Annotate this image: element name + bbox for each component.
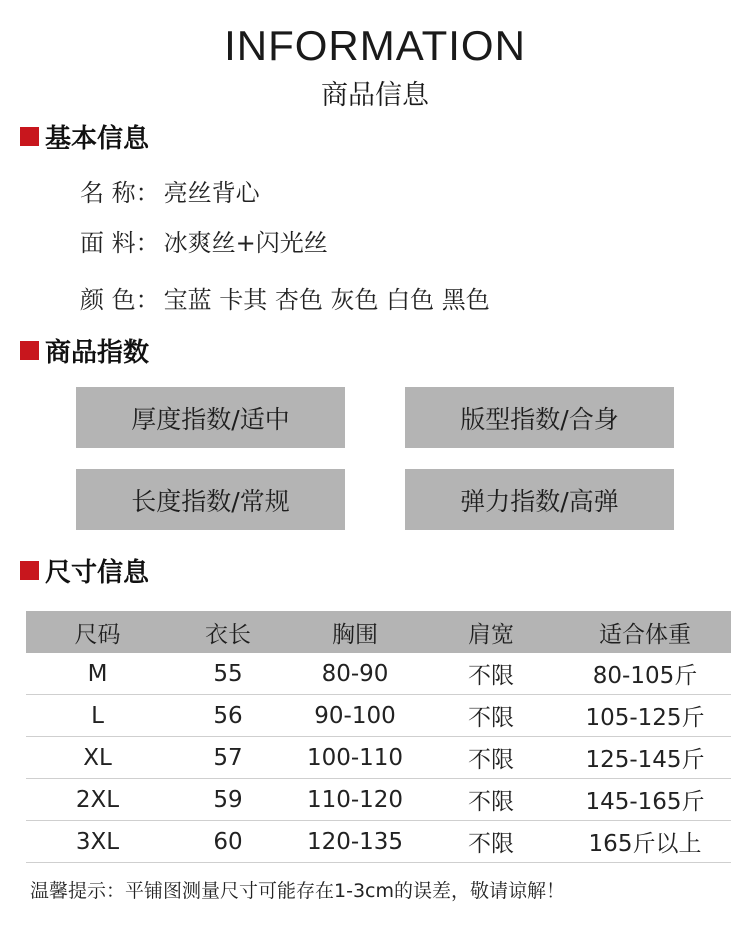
table-cell: 60	[169, 821, 287, 863]
column-header: 肩宽	[423, 611, 559, 653]
section-heading: 商品指数	[45, 337, 150, 368]
section-size-info	[20, 553, 149, 587]
table-cell: 100-110	[287, 737, 423, 779]
section-marker-icon	[20, 561, 39, 580]
page-subtitle: 商品信息	[321, 80, 429, 111]
index-box-elasticity: 弹力指数/高弹	[405, 469, 674, 530]
column-header: 尺码	[26, 611, 169, 653]
table-row	[26, 695, 731, 737]
info-row-color	[80, 280, 490, 315]
table-cell: 不限	[423, 821, 559, 863]
column-header: 胸围	[287, 611, 423, 653]
table-cell: 125-145斤	[559, 737, 731, 779]
column-header: 适合体重	[559, 611, 731, 653]
info-row-fabric	[80, 223, 328, 258]
section-marker-icon	[20, 127, 39, 146]
table-row	[26, 653, 731, 695]
table-cell: 不限	[423, 695, 559, 737]
table-cell: 165斤以上	[559, 821, 731, 863]
info-row-name	[80, 173, 260, 208]
section-heading: 基本信息	[45, 123, 150, 154]
index-box-fit: 版型指数/合身	[405, 387, 674, 448]
table-cell: 55	[169, 653, 287, 695]
table-cell: 57	[169, 737, 287, 779]
section-basic-info	[20, 119, 149, 153]
table-cell: 56	[169, 695, 287, 737]
table-cell: 不限	[423, 653, 559, 695]
info-value: 冰爽丝+闪光丝	[163, 229, 328, 257]
table-cell: 80-105斤	[559, 653, 731, 695]
section-marker-icon	[20, 341, 39, 360]
table-cell: 145-165斤	[559, 779, 731, 821]
table-row	[26, 779, 731, 821]
index-box-length: 长度指数/常规	[76, 469, 345, 530]
section-heading: 尺寸信息	[45, 557, 150, 588]
table-cell: 105-125斤	[559, 695, 731, 737]
info-value: 宝蓝 卡其 杏色 灰色 白色 黑色	[163, 286, 490, 314]
table-cell: 2XL	[26, 779, 169, 821]
info-value: 亮丝背心	[163, 179, 260, 207]
table-header-row	[26, 611, 731, 653]
table-row	[26, 737, 731, 779]
table-cell: 80-90	[287, 653, 423, 695]
measurement-note: 温馨提示：平铺图测量尺寸可能存在1-3cm的误差，敬请谅解！	[30, 880, 565, 902]
page-title: INFORMATION	[224, 22, 526, 69]
index-box-thickness: 厚度指数/适中	[76, 387, 345, 448]
table-cell: 59	[169, 779, 287, 821]
table-row	[26, 821, 731, 863]
table-cell: 不限	[423, 737, 559, 779]
table-cell: L	[26, 695, 169, 737]
info-key: 面 料：	[80, 229, 160, 257]
table-cell: 110-120	[287, 779, 423, 821]
table-cell: M	[26, 653, 169, 695]
info-key: 颜 色：	[80, 286, 160, 314]
table-cell: 不限	[423, 779, 559, 821]
info-key: 名 称：	[80, 179, 160, 207]
table-cell: 3XL	[26, 821, 169, 863]
column-header: 衣长	[169, 611, 287, 653]
size-table	[26, 611, 731, 863]
table-cell: XL	[26, 737, 169, 779]
table-cell: 90-100	[287, 695, 423, 737]
section-product-index	[20, 333, 149, 367]
table-cell: 120-135	[287, 821, 423, 863]
